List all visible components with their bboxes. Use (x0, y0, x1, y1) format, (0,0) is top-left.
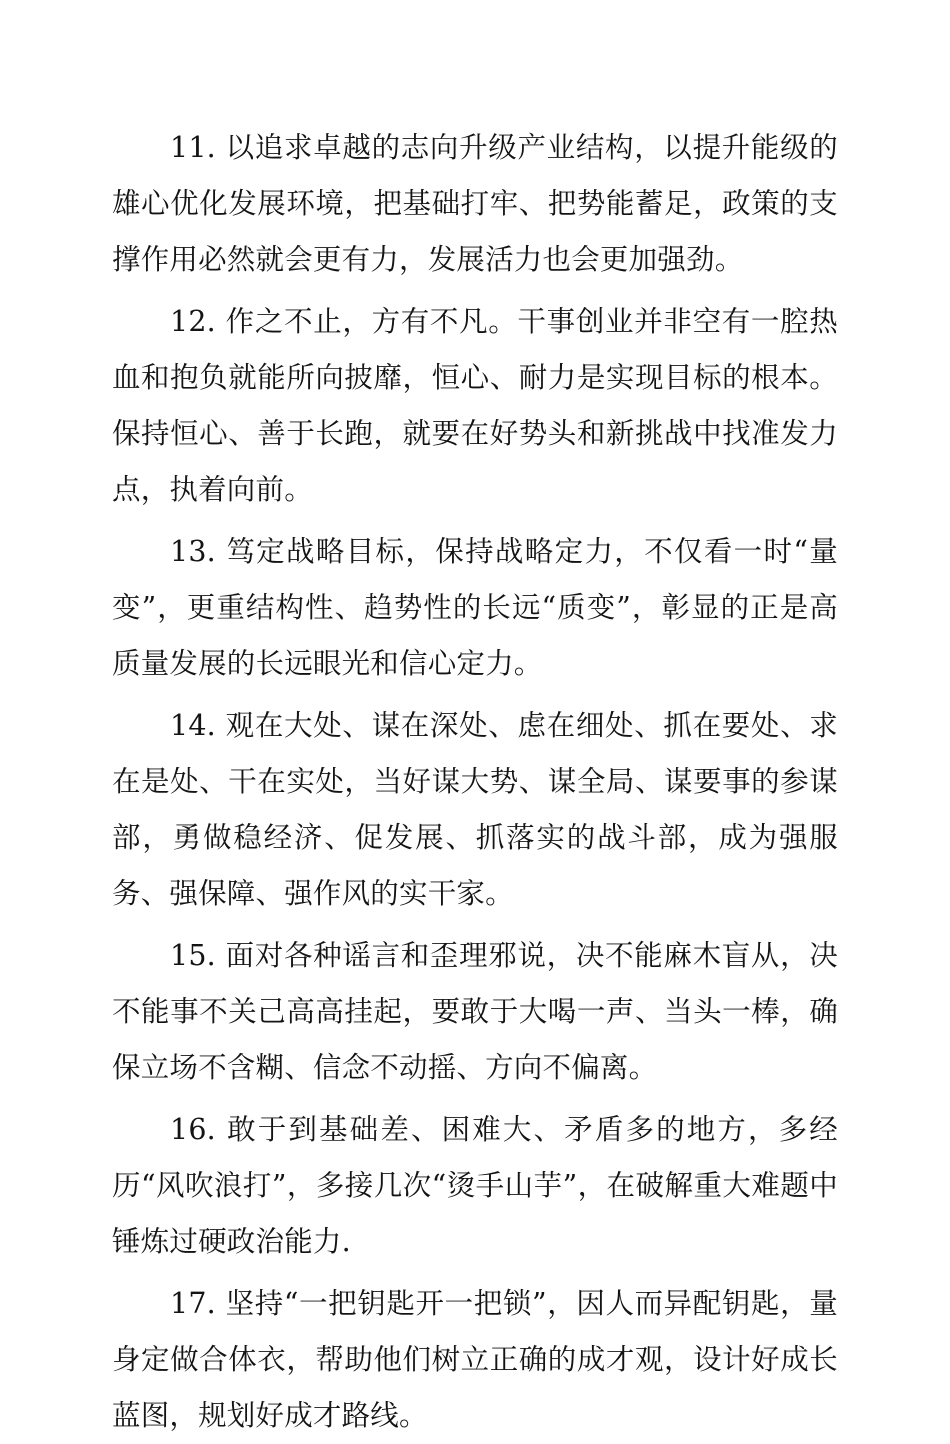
paragraph-17: 17. 坚持“一把钥匙开一把锁”，因人而异配钥匙，量身定做合体衣，帮助他们树立正确的成才观，设计好成长蓝图，规划好成才路线。 (112, 1287, 838, 1432)
paragraph-11: 11. 以追求卓越的志向升级产业结构，以提升能级的雄心优化发展环境，把基础打牢、把势能蓄足，政策的支撑作用必然就会更有力，发展活力也会更加强劲。 (112, 131, 838, 276)
document-body (112, 120, 838, 1444)
paragraph-15: 15. 面对各种谣言和歪理邪说，决不能麻木盲从，决不能事不关己高高挂起，要敢于大喝一声、当头一棒，确保立场不含糊、信念不动摇、方向不偏离。 (112, 939, 838, 1084)
paragraph-12: 12. 作之不止，方有不凡。干事创业并非空有一腔热血和抱负就能所向披靡，恒心、耐力是实现目标的根本。保持恒心、善于长跑，就要在好势头和新挑战中找准发力点，执着向前。 (112, 305, 838, 506)
paragraph-16: 16. 敢于到基础差、困难大、矛盾多的地方，多经历“风吹浪打”，多接几次“烫手山芋”，在破解重大难题中锤炼过硬政治能力. (112, 1113, 838, 1258)
paragraph-13: 13. 笃定战略目标，保持战略定力，不仅看一时“量变”，更重结构性、趋势性的长远“质变”，彰显的正是高质量发展的长远眼光和信心定力。 (112, 535, 838, 680)
paragraph-14: 14. 观在大处、谋在深处、虑在细处、抓在要处、求在是处、干在实处，当好谋大势、谋全局、谋要事的参谋部，勇做稳经济、促发展、抓落实的战斗部，成为强服务、强保障、强作风的实干家。 (112, 709, 838, 910)
